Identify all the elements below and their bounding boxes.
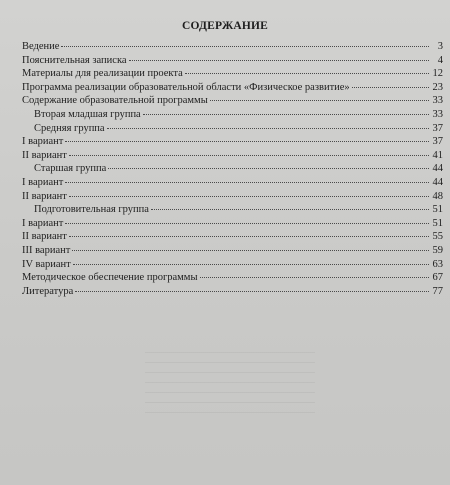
toc-entry: [22, 285, 443, 299]
bleed-through-text: [145, 352, 315, 420]
dot-leader: [69, 196, 429, 197]
dot-leader: [65, 182, 429, 183]
toc-entry-page-number: 67: [432, 272, 443, 284]
toc-entry-label: Пояснительная записка: [22, 54, 127, 66]
toc-entry-label: I вариант: [22, 176, 64, 188]
toc-entry-label: Вторая младшая группа: [34, 108, 141, 120]
toc-entry-page-number: 63: [432, 258, 443, 270]
toc-entry-label: I вариант: [22, 217, 64, 229]
toc-entry-page-number: 77: [432, 285, 443, 297]
toc-entry-page-number: 44: [432, 163, 443, 175]
toc-entry: [22, 230, 443, 244]
dot-leader: [185, 73, 429, 74]
toc-entry-label: IV вариант: [22, 258, 71, 270]
toc-entry-page-number: 51: [432, 217, 443, 229]
toc-entry-page-number: 44: [432, 176, 443, 188]
toc-entry-label: Средняя группа: [34, 122, 105, 134]
dot-leader: [65, 141, 429, 142]
table-of-contents: [22, 40, 443, 298]
dot-leader: [73, 264, 429, 265]
page-title: СОДЕРЖАНИЕ: [181, 20, 269, 32]
dot-leader: [75, 291, 429, 292]
toc-entry-label: Методическое обеспечение программы: [22, 272, 198, 284]
toc-entry: [22, 54, 443, 68]
toc-entry: [22, 81, 443, 95]
toc-entry-label: Программа реализации образовательной области «Физическое развитие»: [22, 81, 350, 93]
toc-entry-label: II вариант: [22, 231, 67, 243]
dot-leader: [108, 168, 429, 169]
dot-leader: [210, 100, 429, 101]
toc-entry-label: I вариант: [22, 136, 64, 148]
toc-entry-page-number: 41: [432, 149, 443, 161]
toc-entry: [22, 94, 443, 108]
toc-entry-label: Литература: [22, 285, 74, 297]
toc-entry-label: Ведение: [22, 41, 60, 52]
dot-leader: [65, 223, 429, 224]
toc-entry: [22, 108, 443, 122]
toc-entry-page-number: 37: [432, 136, 443, 148]
toc-entry-label: Старшая группа: [34, 163, 107, 175]
dot-leader: [352, 87, 429, 88]
dot-leader: [69, 236, 429, 237]
toc-entry: [22, 271, 443, 285]
dot-leader: [72, 250, 429, 251]
toc-entry: [22, 40, 443, 54]
toc-entry-label: Подготовительная группа: [34, 204, 149, 216]
toc-entry-page-number: 4: [437, 54, 443, 66]
dot-leader: [69, 155, 429, 156]
toc-entry: [22, 190, 443, 204]
toc-entry: [22, 176, 443, 190]
dot-leader: [200, 277, 429, 278]
toc-entry: [22, 244, 443, 258]
toc-entry: [22, 122, 443, 136]
toc-entry-page-number: 23: [432, 81, 443, 93]
toc-entry: [22, 258, 443, 272]
toc-entry-label: II вариант: [22, 149, 67, 161]
toc-entry: [22, 217, 443, 231]
toc-entry-page-number: 48: [432, 190, 443, 202]
toc-entry-page-number: 37: [432, 122, 443, 134]
dot-leader: [129, 60, 429, 61]
toc-entry-label: II вариант: [22, 190, 67, 202]
toc-entry-page-number: 33: [432, 108, 443, 120]
toc-entry: [22, 149, 443, 163]
toc-entry-page-number: 59: [432, 244, 443, 256]
toc-entry: [22, 203, 443, 217]
toc-entry-page-number: 12: [432, 68, 443, 80]
dot-leader: [143, 114, 429, 115]
dot-leader: [61, 46, 429, 47]
toc-entry-page-number: 55: [432, 231, 443, 243]
toc-entry-page-number: 51: [432, 204, 443, 216]
dot-leader: [151, 209, 429, 210]
toc-entry-label: III вариант: [22, 244, 71, 256]
toc-entry-page-number: 3: [437, 41, 443, 52]
toc-entry: [22, 135, 443, 149]
toc-entry: [22, 67, 443, 81]
toc-entry-label: Содержание образовательной программы: [22, 95, 208, 107]
dot-leader: [107, 128, 429, 129]
toc-entry-label: Материалы для реализации проекта: [22, 68, 183, 80]
toc-entry: [22, 162, 443, 176]
toc-entry-page-number: 33: [432, 95, 443, 107]
